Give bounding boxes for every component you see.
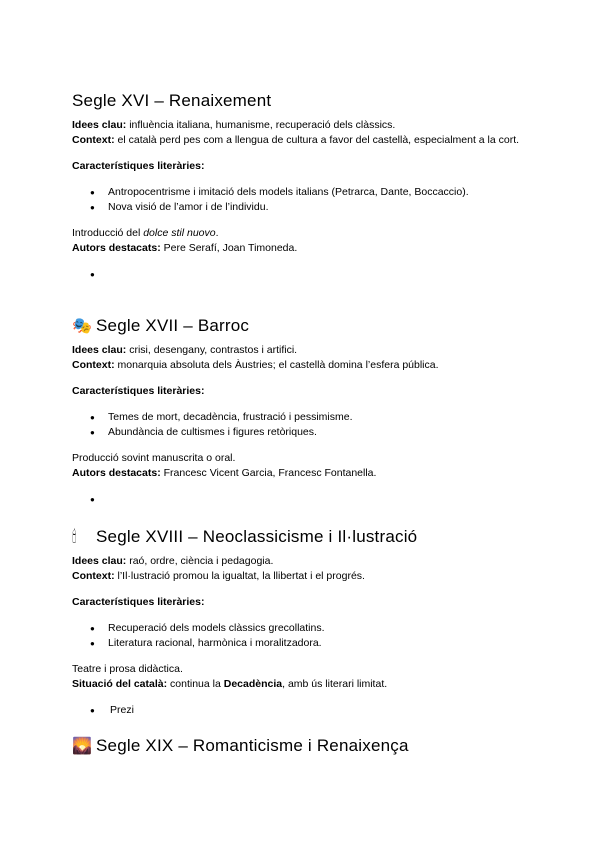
context-text: l’Il·lustració promou la igualtat, la llibertat i el progrés.: [114, 570, 365, 582]
list-item: ● Temes de mort, decadència, frustració i pessimisme.: [90, 410, 528, 425]
sunrise-mountains-icon: 🌄: [72, 736, 93, 755]
context-label: Context:: [72, 134, 115, 146]
list-item: ● Literatura racional, harmònica i moralitzadora.: [90, 636, 528, 651]
autors-destacats: [72, 241, 528, 256]
list-item[interactable]: ● Prezi: [90, 704, 134, 716]
context: [72, 569, 528, 584]
idees-text: raó, ordre, ciència i pedagogia.: [126, 555, 274, 567]
autors-label: Autors destacats:: [72, 467, 161, 479]
characteristics-list: [72, 410, 528, 440]
section-segle-xvi: Segle XVI – Renaixement Idees clau: influència italiana, humanisme, recuperació dels clàssics. Context: el català perd pes com a llengua de cultura a favor del castellà, especialment a la cort. Característiques literàries: ● Antropocentrisme i imitació dels models italians (Petrarca, Dante, Boccaccio). ● Nova visió de l’amor i de l’individu. Introducció del dolce stil nuovo. Autors destacats: Pere Serafí, Joan Timoneda. ●: [72, 91, 528, 267]
extra-note: Teatre i prosa didàctica.: [72, 663, 183, 675]
idees-text: crisi, desengany, contrastos i artifici.: [126, 344, 298, 356]
extra-note: Producció sovint manuscrita o oral.: [72, 452, 236, 464]
context-label: Context:: [72, 359, 115, 371]
autors-text: Francesc Vicent Garcia, Francesc Fontanella.: [160, 467, 377, 479]
list-item: ● Recuperació dels models clàssics grecollatins.: [90, 621, 528, 636]
section-title: Segle XVI – Renaixement: [72, 91, 272, 110]
characteristics-label: Característiques literàries:: [72, 596, 205, 608]
section-title: Segle XVII – Barroc: [96, 316, 250, 335]
candle-icon: 🕯: [72, 527, 77, 546]
characteristics-list: [72, 185, 528, 215]
idees-clau: [72, 343, 528, 358]
section-heading: [72, 527, 528, 547]
situacio-suffix: , amb ús literari limitat.: [282, 678, 388, 690]
list-item: ● Nova visió de l’amor i de l’individu.: [90, 200, 528, 215]
section-title: Segle XIX – Romanticisme i Renaixença: [96, 736, 409, 755]
characteristics-heading: [72, 595, 528, 610]
context: [72, 358, 528, 373]
characteristics-heading: [72, 384, 528, 399]
idees-text: influència italiana, humanisme, recuperació dels clàssics.: [126, 119, 396, 131]
autors-text: Pere Serafí, Joan Timoneda.: [160, 242, 298, 254]
situacio-catala: [72, 677, 528, 692]
section-title: Segle XVIII – Neoclassicisme i Il·lustració: [96, 527, 418, 546]
idees-label: Idees clau:: [72, 344, 127, 356]
autors-label: Autors destacats:: [72, 242, 161, 254]
list-item-text: Prezi: [110, 704, 134, 716]
characteristics-list: [72, 621, 528, 651]
idees-clau: [72, 118, 528, 133]
section-heading: [72, 736, 528, 756]
section-heading: [72, 91, 528, 111]
extra-italic: dolce stil nuovo: [143, 227, 216, 239]
list-item: ● Abundància de cultismes i figures retòriques.: [90, 425, 528, 440]
section-segle-xviii: [72, 527, 528, 718]
prezi-list: [72, 703, 528, 718]
extra-note: [72, 226, 528, 241]
characteristics-label: Característiques literàries:: [72, 385, 205, 397]
characteristics-heading: [72, 159, 528, 174]
extra-prefix: Introducció del: [72, 227, 144, 239]
section-heading: [72, 316, 528, 336]
idees-label: Idees clau:: [72, 555, 127, 567]
situacio-bold: Decadència: [223, 678, 283, 690]
context-label: Context:: [72, 570, 115, 582]
extra-suffix: .: [215, 227, 219, 239]
context-text: monarquia absoluta dels Àustries; el castellà domina l’esfera pública.: [114, 359, 439, 371]
section-segle-xix: [72, 736, 528, 756]
idees-label: Idees clau:: [72, 119, 127, 131]
context-text: el català perd pes com a llengua de cultura a favor del castellà, especialment a la cort.: [114, 134, 520, 146]
context: [72, 133, 528, 148]
situacio-label: Situació del català:: [72, 678, 168, 690]
autors-destacats: [72, 466, 528, 481]
idees-clau: [72, 554, 528, 569]
situacio-prefix: continua la: [167, 678, 224, 690]
characteristics-label: Característiques literàries:: [72, 160, 205, 172]
list-item: ● Antropocentrisme i imitació dels models italians (Petrarca, Dante, Boccaccio).: [90, 185, 528, 200]
section-segle-xvii: 🎭 Segle XVII – Barroc Idees clau: crisi, desengany, contrastos i artifici. Context: monarquia absoluta dels Àustries; el castellà domina l’esfera pública. Característiques literàries: ● Temes de mort, decadència, frustració i pessimisme. ● Abundància de cultismes i figures retòriques. Producció sovint manuscrita o oral. Autors destacats: Francesc Vicent Garcia, Francesc Fontanella. ●: [72, 316, 528, 492]
theater-masks-icon: 🎭: [72, 316, 93, 335]
